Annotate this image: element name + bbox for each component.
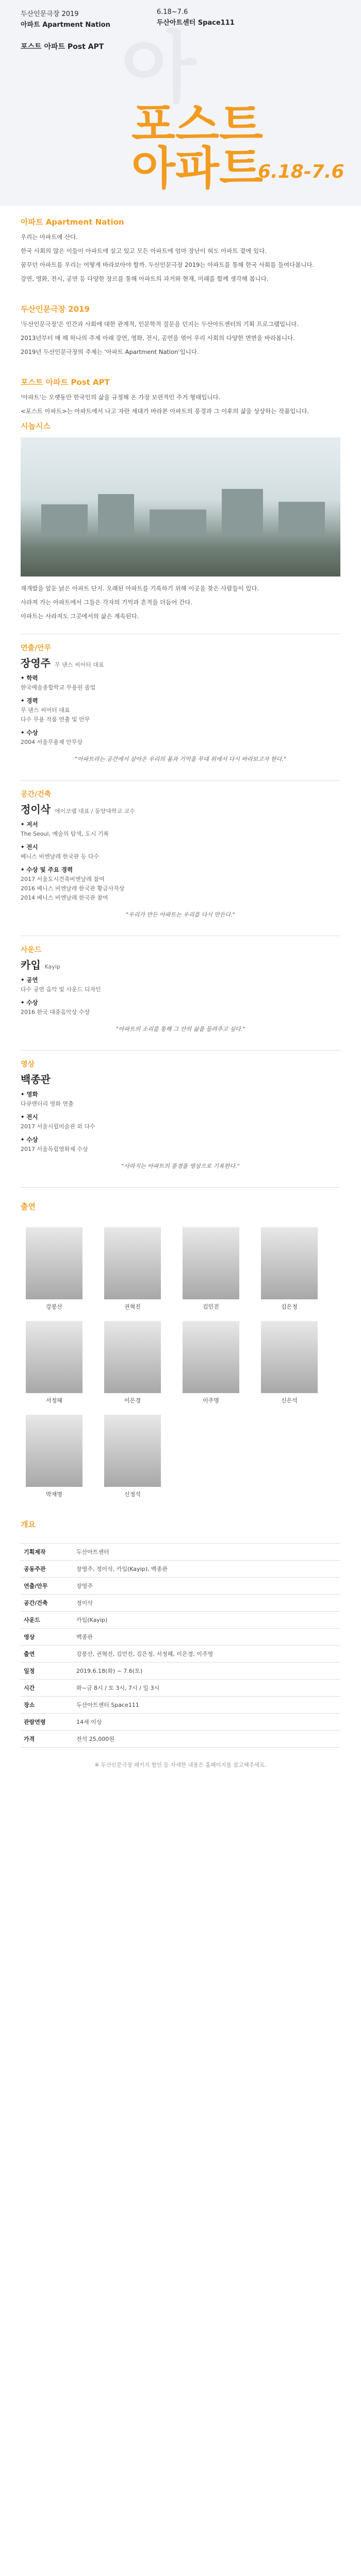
credit-item-text: 베니스 비엔날레 한국관 등 다수 (21, 853, 100, 860)
header-venue: 두산아트센터 Space111 (156, 19, 235, 27)
credit-name-row (21, 957, 340, 972)
info-row (21, 1595, 340, 1612)
cast-photo (104, 1321, 161, 1393)
info-row (21, 1663, 340, 1680)
cast-photo (261, 1321, 318, 1393)
hero-date: 6.18-7.6 (258, 161, 344, 182)
credit-affiliation: Kayip (44, 963, 60, 970)
cast-section (0, 1191, 361, 1222)
credits-section (0, 637, 361, 1188)
credit-item-text: 무 댄스 씨어터 대표 다수 무용 작품 연출 및 안무 (21, 707, 90, 723)
cast-photo (26, 1415, 83, 1487)
credit-item-label: • 수상 (21, 1136, 340, 1144)
intro-paragraph: 한국 사회의 많은 이들이 아파트에 살고 있고 모든 아파트에 엄마 장난이 혀도 아파트 곁에 있다. (21, 247, 267, 255)
synopsis-title: 시놉시스 (21, 421, 51, 431)
credit-item-text: 2017 서울도시건축비엔날레 참여 2016 베니스 비엔날레 한국관 황금사자상 2014 베니스 비엔날레 한국관 참여 (21, 876, 125, 901)
credit-name-row (21, 801, 340, 816)
cast-member (177, 1227, 244, 1311)
intro-paragraph: 우리는 아파트에 산다. (21, 233, 78, 241)
post-apt-paragraph: '아파트'는 오랫동안 한국인의 삶을 규정해 온 가장 보편적인 주거 형태입니다. (21, 394, 221, 401)
cast-photo (183, 1227, 239, 1299)
credit-item-text: 2017 서울시립미술관 외 다수 (21, 1123, 95, 1130)
info-key: 공간/건축 (21, 1595, 73, 1612)
synopsis-paragraph: 아파트는 사라져도 그곳에서의 삶은 계속된다. (21, 613, 139, 620)
credit-item-label: • 수상 (21, 728, 340, 737)
cast-member (99, 1321, 166, 1404)
credit-item-text: 2004 서울무용제 안무상 (21, 739, 83, 745)
post-apt-paragraph: <포스트 아파트>는 아파트에서 나고 자란 세대가 바라본 아파트의 풍경과 그 이후의 삶을 상상하는 작품입니다. (21, 408, 309, 415)
about-title: 두산인문극장 2019 (21, 304, 90, 314)
info-key: 연출/안무 (21, 1578, 73, 1595)
info-row (21, 1646, 340, 1663)
building-shape (41, 504, 88, 535)
cast-photo (104, 1227, 161, 1299)
info-value: 두산아트센터 Space111 (73, 1697, 340, 1714)
cast-photo (104, 1415, 161, 1487)
cast-member (177, 1321, 244, 1404)
credit-block (0, 939, 361, 1047)
cast-photo (26, 1321, 83, 1393)
info-value: 강봉산, 권혁진, 김민진, 김은정, 서정혜, 이은경, 이주영 (73, 1646, 340, 1663)
info-key: 시간 (21, 1680, 73, 1697)
cast-name: 이은경 (124, 1397, 141, 1404)
info-row (21, 1544, 340, 1561)
info-row (21, 1629, 340, 1646)
apartment-landscape-photo (21, 437, 340, 577)
post-apt-title: 포스트 아파트 Post APT (21, 378, 110, 387)
credit-affiliation: 무 댄스 씨어터 대표 (54, 662, 104, 668)
info-key: 일정 (21, 1663, 73, 1680)
cast-name: 이주영 (203, 1397, 219, 1404)
info-row (21, 1578, 340, 1595)
info-row (21, 1612, 340, 1629)
credit-item-label: • 영화 (21, 1090, 340, 1098)
cast-member (256, 1227, 323, 1311)
credit-name: 백종관 (21, 1073, 51, 1086)
intro-title: 아파트 Apartment Nation (21, 217, 124, 227)
cast-grid (0, 1227, 361, 1498)
about-paragraph: '두산인문극장'은 인간과 사회에 대한 관계적, 인문학적 질문을 던지는 두산아트센터의 기획 프로그램입니다. (21, 320, 299, 328)
footer-note: ※ 두산인문극장 패키지 할인 등 자세한 내용은 홈페이지를 참고해주세요. (94, 1762, 267, 1768)
header-series (21, 8, 110, 29)
credit-role: 사운드 (21, 946, 42, 954)
info-section (0, 1509, 361, 1540)
info-value: 2019.6.18(화) ~ 7.6(토) (73, 1663, 340, 1680)
credit-role: 연출/안무 (21, 644, 52, 652)
intro-paragraph: 꿈꾸던 아파트를 우리는 어떻게 바라보아야 할까. 두산인문극장 2019는 아파트를 통해 한국 사회를 들여다봅니다. (21, 261, 315, 268)
info-key: 사운드 (21, 1612, 73, 1629)
info-row (21, 1680, 340, 1697)
intro-paragraph: 강연, 영화, 전시, 공연 등 다양한 장르를 통해 아파트의 과거와 현재, 미래를 함께 생각해 봅니다. (21, 275, 269, 282)
building-shape (150, 510, 206, 535)
credit-block (0, 637, 361, 777)
intro-section (0, 206, 361, 293)
cast-photo (183, 1321, 239, 1393)
info-key: 출연 (21, 1646, 73, 1663)
credit-item-text: 다수 공연 음악 및 사운드 디자인 (21, 986, 101, 993)
divider (21, 780, 340, 781)
credit-block (0, 1054, 361, 1184)
cast-photo (26, 1227, 83, 1299)
synopsis-paragraph: 재개발을 앞둔 낡은 아파트 단지. 오래된 아파트를 기록하기 위해 이곳을 찾은 사람들이 있다. (21, 585, 259, 592)
credit-item-text: 2017 서울독립영화제 수상 (21, 1146, 88, 1153)
cast-name: 박재명 (46, 1491, 62, 1498)
building-shape (222, 489, 263, 535)
series-name: 두산인문극장 2019 (21, 10, 79, 18)
info-row (21, 1731, 340, 1748)
poster-header (0, 0, 361, 206)
credit-name-row (21, 655, 340, 670)
info-key: 가격 (21, 1731, 73, 1748)
credit-item-text: 2016 한국 대중음악상 수상 (21, 1009, 90, 1015)
info-key: 장소 (21, 1697, 73, 1714)
info-row (21, 1561, 340, 1578)
credit-item-label: • 저서 (21, 820, 340, 828)
credit-item-label: • 학력 (21, 674, 340, 682)
credit-name: 카입 (21, 959, 41, 971)
credit-item-text: The Seoul, 예술의 탐색, 도시 기록 (21, 831, 109, 837)
credit-name: 정이삭 (21, 803, 51, 816)
cast-member (21, 1227, 88, 1311)
info-value: 장영주 (73, 1578, 340, 1595)
info-value: 백종관 (73, 1629, 340, 1646)
info-value: 정이삭 (73, 1595, 340, 1612)
cast-title: 출연 (21, 1202, 36, 1211)
hero-title-line2: 아파트 (132, 142, 264, 195)
credit-name: 장영주 (21, 657, 51, 669)
cast-name: 김은정 (281, 1303, 298, 1310)
series-theme: 아파트 Apartment Nation (21, 21, 110, 29)
credit-block (0, 784, 361, 933)
credit-quote: "우리가 만든 아파트는 우리를 다시 만든다." (126, 911, 235, 918)
cast-name: 신은석 (281, 1397, 298, 1404)
about-section (0, 293, 361, 366)
info-key: 영상 (21, 1629, 73, 1646)
divider (21, 1187, 340, 1188)
cast-member (21, 1415, 88, 1498)
info-value: 카입(Kayip) (73, 1612, 340, 1629)
credit-role: 공간/건축 (21, 790, 52, 799)
header-dates: 6.18~7.6 (156, 8, 188, 16)
info-value: 화~금 8시 / 토 3시, 7시 / 일 3시 (73, 1680, 340, 1697)
credit-item-text: 다큐멘터리 영화 연출 (21, 1100, 74, 1107)
info-value: 두산아트센터 (73, 1544, 340, 1561)
info-row (21, 1714, 340, 1731)
info-row (21, 1697, 340, 1714)
credit-item-label: • 전시 (21, 1113, 340, 1121)
cast-member (21, 1321, 88, 1404)
synopsis-paragraph: 사라져 가는 아파트에서 그들은 각자의 기억과 흔적을 더듬어 간다. (21, 599, 192, 606)
cast-name: 서정혜 (46, 1397, 62, 1404)
cast-member (99, 1415, 166, 1498)
info-value: 전석 25,000원 (73, 1731, 340, 1748)
credit-item-label: • 경력 (21, 697, 340, 705)
info-title: 개요 (21, 1520, 36, 1529)
credit-item-label: • 수상 (21, 998, 340, 1007)
info-key: 기획제작 (21, 1544, 73, 1561)
hero-title-line1: 포스트 (132, 98, 264, 151)
credit-item-label: • 공연 (21, 976, 340, 984)
cast-photo (261, 1227, 318, 1299)
cast-name: 신정석 (124, 1491, 141, 1498)
credit-item-text: 한국예술종합학교 무용원 졸업 (21, 684, 96, 691)
cast-member (99, 1227, 166, 1311)
info-key: 공동주관 (21, 1561, 73, 1578)
post-apt-section (0, 366, 361, 631)
info-value: 14세 이상 (73, 1714, 340, 1731)
credit-quote: "아파트의 소리를 통해 그 안의 삶을 들려주고 싶다." (116, 1026, 245, 1032)
building-shape (278, 502, 325, 535)
hero-background-letter: 아 (121, 24, 196, 113)
credit-quote: "아파트라는 공간에서 살아온 우리의 몸과 기억을 무대 위에서 다시 바라보고자 한다." (75, 756, 286, 762)
info-value: 장영주, 정이삭, 카입(Kayip), 백종관 (73, 1561, 340, 1578)
cast-member (256, 1321, 323, 1404)
about-paragraph: 2019년 두산인문극장의 주제는 '아파트 Apartment Nation'입니다. (21, 348, 199, 355)
credit-affiliation: 에이코랩 대표 / 동양대학교 교수 (54, 808, 135, 815)
info-table (21, 1543, 340, 1748)
credit-quote: "사라지는 아파트의 풍경을 영상으로 기록한다." (121, 1163, 240, 1170)
info-key: 관람연령 (21, 1714, 73, 1731)
building-shape (98, 494, 134, 535)
credit-name-row (21, 1071, 340, 1086)
credit-item-label: • 수상 및 주요 경력 (21, 866, 340, 874)
about-paragraph: 2013년부터 매 해 하나의 주제 아래 강연, 영화, 전시, 공연을 엮어 우리 사회의 다양한 면면을 바라봅니다. (21, 334, 295, 342)
show-title-small: 포스트 아파트 Post APT (21, 43, 104, 51)
credit-item-label: • 전시 (21, 843, 340, 851)
cast-name: 강봉산 (46, 1303, 62, 1310)
cast-name: 권혁진 (124, 1303, 141, 1310)
credit-role: 영상 (21, 1060, 35, 1069)
cast-name: 김민진 (203, 1303, 219, 1310)
